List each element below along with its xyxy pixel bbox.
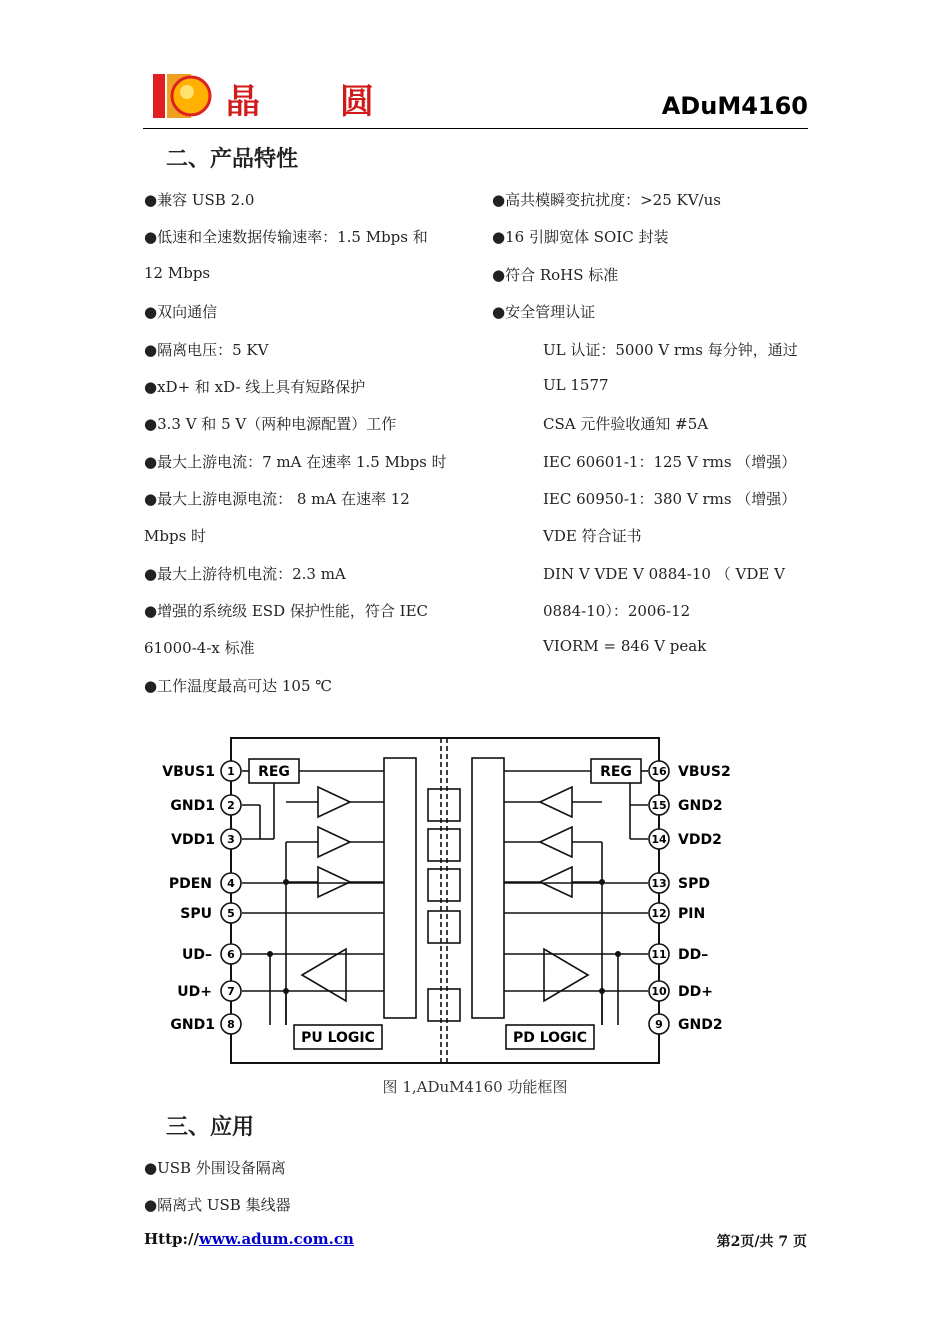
pin-label: GND2 [678, 798, 723, 814]
feature-line: ●兼容 USB 2.0 [144, 191, 255, 209]
footer-url [144, 1230, 354, 1248]
pin-number: 2 [227, 799, 235, 812]
pin-number: 6 [227, 948, 235, 961]
pin-label: SPD [678, 876, 710, 892]
website-link[interactable]: www.adum.com.cn [199, 1230, 354, 1248]
pin-label: GND1 [170, 1017, 215, 1033]
feature-line: VIORM = 846 V peak [543, 637, 707, 655]
pin-label: UD+ [177, 984, 212, 1000]
logo-text: 晶 圆 [226, 82, 408, 122]
pin-number: 1 [227, 765, 235, 778]
pin-number: 12 [651, 907, 667, 920]
pin-label: VDD1 [171, 832, 215, 848]
pin-number: 10 [651, 985, 667, 998]
pin-number: 13 [651, 877, 667, 890]
header-rule [143, 128, 808, 129]
feature-line: IEC 60950-1：380 V rms （增强） [543, 490, 797, 508]
feature-line: 0884-10）：2006-12 [543, 602, 691, 620]
feature-line: ●高共模瞬变抗扰度：>25 KV/us [492, 191, 721, 209]
reg-label: REG [258, 764, 290, 780]
feature-line: DIN V VDE V 0884-10 （ VDE V [543, 565, 785, 583]
feature-line: ●最大上游电流：7 mA 在速率 1.5 Mbps 时 [144, 453, 447, 471]
pin-number: 14 [651, 833, 667, 846]
section-title-applications: 三、应用 [166, 1115, 255, 1140]
pin-label: VBUS2 [678, 764, 731, 780]
feature-line: ●符合 RoHS 标准 [492, 266, 619, 284]
feature-line: ●隔离电压：5 KV [144, 341, 269, 359]
pin-label: PIN [678, 906, 706, 922]
feature-line: 61000-4-x 标准 [144, 639, 255, 657]
feature-line: CSA 元件验收通知 #5A [543, 415, 709, 433]
pin-number: 5 [227, 907, 235, 920]
pin-label: SPU [180, 906, 212, 922]
pin-number: 7 [227, 985, 235, 998]
feature-line: IEC 60601-1：125 V rms （增强） [543, 453, 797, 471]
feature-line: ●低速和全速数据传输速率：1.5 Mbps 和 [144, 228, 428, 246]
footer-url-prefix: Http:// [144, 1230, 200, 1248]
pin-number: 9 [655, 1018, 663, 1031]
page-number: 第2页/共 7 页 [716, 1234, 807, 1250]
document-title: ADuM4160 [661, 92, 808, 120]
pin-number: 4 [227, 877, 235, 890]
feature-line: ●双向通信 [144, 303, 218, 321]
figure-caption: 图 1,ADuM4160 功能框图 [382, 1078, 568, 1096]
pin-label: DD+ [678, 984, 713, 1000]
pd-logic-label: PD LOGIC [512, 1030, 588, 1046]
feature-line: UL 1577 [543, 376, 609, 394]
pin-label: DD– [678, 947, 709, 963]
feature-line: ●16 引脚宽体 SOIC 封装 [492, 228, 669, 246]
application-line: ●USB 外围设备隔离 [144, 1159, 286, 1177]
pin-number: 15 [651, 799, 667, 812]
section-title-features: 二、产品特性 [166, 147, 299, 172]
pin-label: VDD2 [678, 832, 722, 848]
feature-line: ●最大上游电源电流： 8 mA 在速率 12 [144, 490, 410, 508]
application-line: ●隔离式 USB 集线器 [144, 1196, 291, 1214]
feature-line: UL 认证：5000 V rms 每分钟，通过 [543, 341, 798, 359]
pin-number: 16 [651, 765, 667, 778]
feature-line: ●增强的系统级 ESD 保护性能，符合 IEC [144, 602, 428, 620]
pin-label: UD– [182, 947, 212, 963]
pin-label: PDEN [168, 876, 212, 892]
feature-line: ●安全管理认证 [492, 303, 596, 321]
feature-line: ●最大上游待机电流：2.3 mA [144, 565, 346, 583]
pin-number: 8 [227, 1018, 235, 1031]
functional-block-diagram [150, 725, 750, 1070]
feature-line: Mbps 时 [144, 527, 207, 545]
pin-number: 3 [227, 833, 235, 846]
pin-label: GND1 [170, 798, 215, 814]
reg-label: REG [600, 764, 632, 780]
feature-line: 12 Mbps [144, 264, 211, 282]
pin-number: 11 [651, 948, 667, 961]
feature-line: ●工作温度最高可达 105 ℃ [144, 677, 333, 695]
feature-line: VDE 符合证书 [543, 527, 642, 545]
pin-label: VBUS1 [162, 764, 215, 780]
pu-logic-label: PU LOGIC [301, 1030, 375, 1046]
feature-line: ●xD+ 和 xD- 线上具有短路保护 [144, 378, 366, 396]
pin-label: GND2 [678, 1017, 723, 1033]
logo-mark-icon [151, 72, 231, 120]
feature-line: ●3.3 V 和 5 V（两种电源配置）工作 [144, 415, 397, 433]
